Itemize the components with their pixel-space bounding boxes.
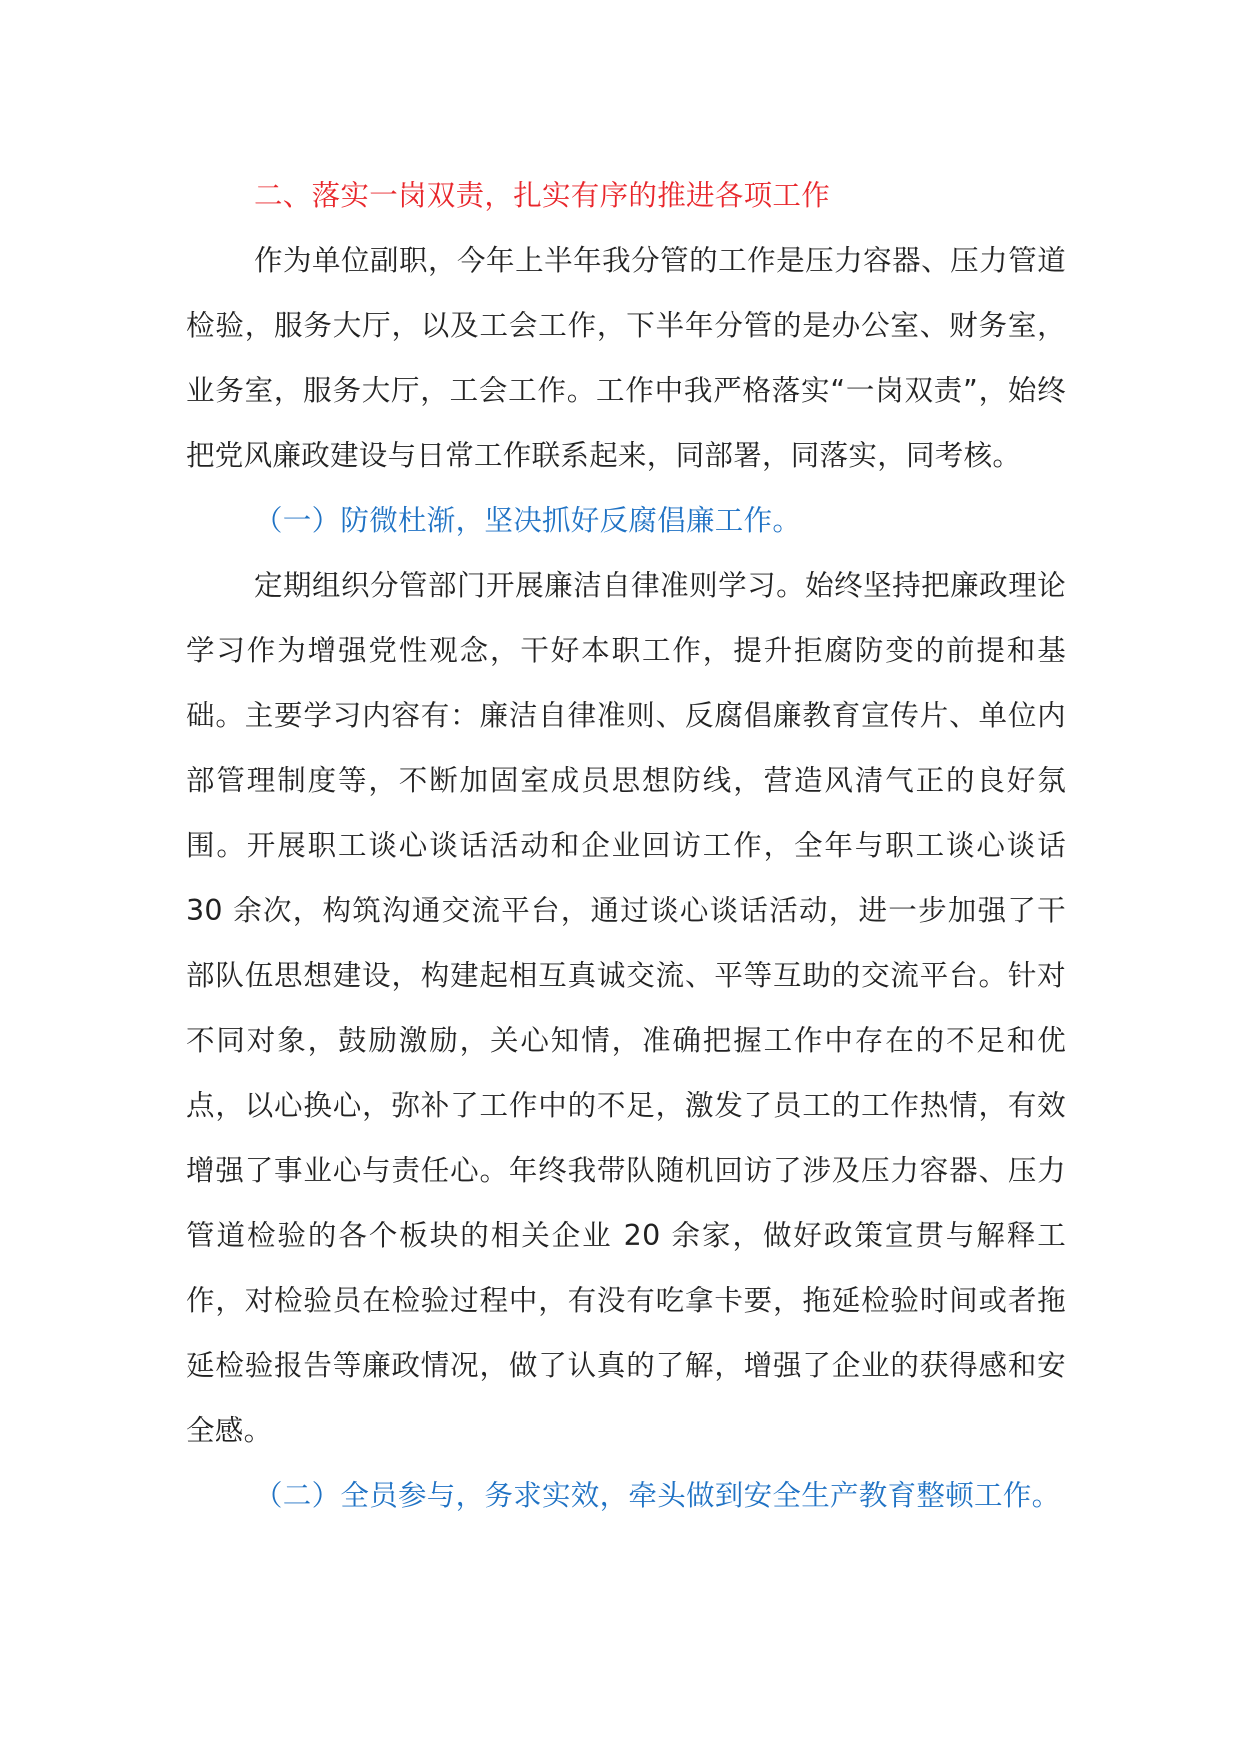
section-heading: 二、落实一岗双责，扎实有序的推进各项工作 [254,179,831,212]
document-body [186,163,1066,1528]
intro-paragraph: 作为单位副职，今年上半年我分管的工作是压力容器、压力管道检验，服务大厅，以及工会工作，下半年分管的是办公室、财务室，业务室，服务大厅，工会工作。工作中我严格落实“一岗双责”，始终把党风廉政建设与日常工作联系起来，同部署，同落实，同考核。 [186,244,1066,472]
anti-corruption-paragraph: 定期组织分管部门开展廉洁自律准则学习。始终坚持把廉政理论学习作为增强党性观念，干好本职工作，提升拒腐防变的前提和基础。主要学习内容有：廉洁自律准则、反腐倡廉教育宣传片、单位内部管理制度等，不断加固室成员思想防线，营造风清气正的良好氛围。开展职工谈心谈话活动和企业回访工作，全年与职工谈心谈话 30 余次，构筑沟通交流平台，通过谈心谈话活动，进一步加强了干部队伍思想建设，构建起相互真诚交流、平等互助的交流平台。针对不同对象，鼓励激励，关心知情，准确把握工作中存在的不足和优点，以心换心，弥补了工作中的不足，激发了员工的工作热情，有效增强了事业心与责任心。年终我带队随机回访了涉及压力容器、压力管道检验的各个板块的相关企业 20 余家，做好政策宣贯与解释工作，对检验员在检验过程中，有没有吃拿卡要，拖延检验时间或者拖延检验报告等廉政情况，做了认真的了解，增强了企业的获得感和安全感。 [186,569,1066,1447]
subheading-anti-corruption: （一）防微杜渐，坚决抓好反腐倡廉工作。 [254,504,802,537]
subheading-safety-education: （二）全员参与，务求实效，牵头做到安全生产教育整顿工作。 [254,1479,1061,1512]
